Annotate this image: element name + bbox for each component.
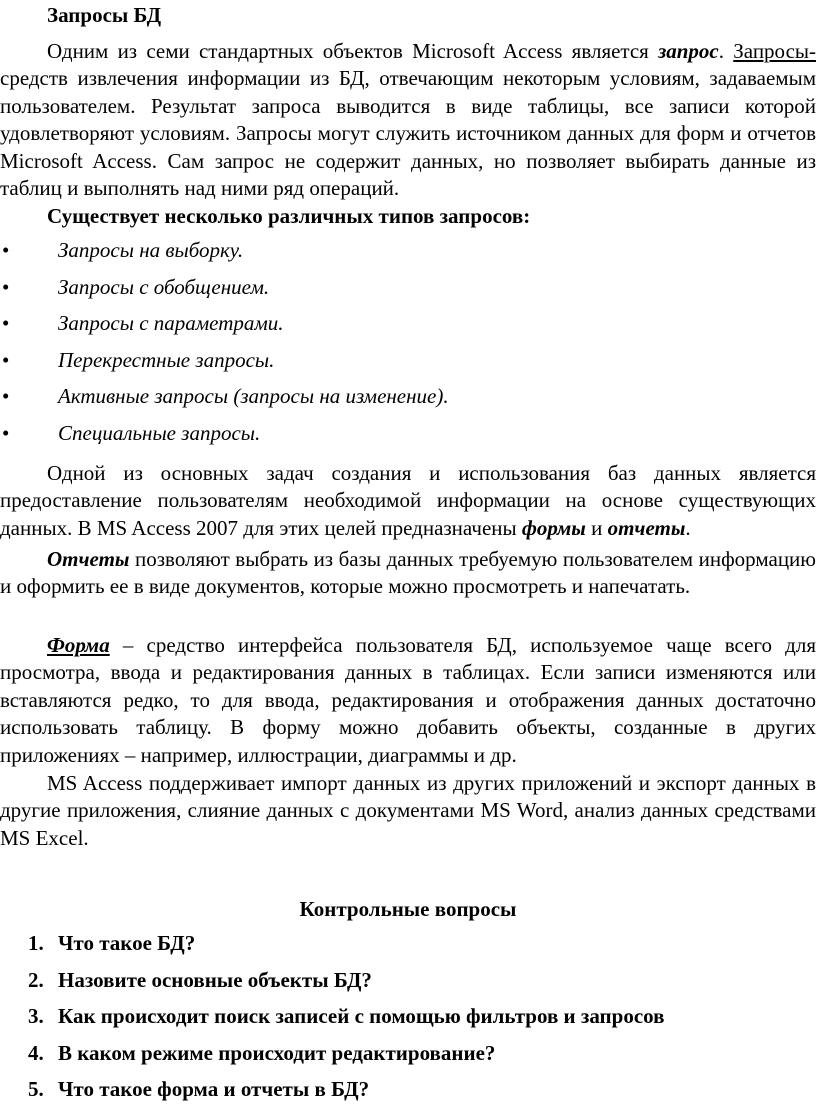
intro-period: . <box>718 39 734 63</box>
term-query: запрос <box>658 39 719 63</box>
form-paragraph <box>0 632 816 769</box>
bullet-icon: • <box>2 274 10 299</box>
item-period: . <box>443 384 449 409</box>
reports-text: позволяют выбрать из базы данных требуемую пользователем информацию и оформить ее в виде документов, которые можно просмотреть и напечатать. <box>0 547 816 599</box>
question-text: Что такое форма и отчеты в БД? <box>58 1077 370 1102</box>
query-type-label: Перекрестные запросы <box>58 347 270 372</box>
reports-paragraph <box>0 546 816 601</box>
question-number: 2. <box>28 967 44 992</box>
item-period: . <box>263 274 270 299</box>
item-period: . <box>269 347 275 372</box>
bullet-icon: • <box>2 420 10 445</box>
paragraph-end: . <box>685 515 691 540</box>
query-types-heading: Существует несколько различных типов запросов: <box>47 204 531 228</box>
query-type-label: Специальные запросы <box>58 420 255 445</box>
item-period: . <box>237 238 244 262</box>
query-type-label: Запросы с обобщением <box>58 274 264 299</box>
question-text: Что такое БД? <box>58 931 196 955</box>
intro-paragraph <box>0 38 816 202</box>
section-heading: Запросы БД <box>47 3 162 27</box>
question-text: Назовите основные объекты БД? <box>58 967 372 992</box>
control-questions-title: Контрольные вопросы <box>299 897 517 921</box>
question-number: 3. <box>28 1004 44 1029</box>
question-text: В каком режиме происходит редактирование? <box>58 1040 496 1065</box>
import-export-paragraph: MS Access поддерживает импорт данных из других приложений и экспорт данных в другие приложения, слияние данных с документами MS Word, анализ данных средствами MS Excel. <box>0 771 816 850</box>
underlined-term-queries: Запросы- <box>733 39 816 63</box>
question-number: 4. <box>28 1040 44 1065</box>
query-type-label: Запросы на выборку <box>58 238 238 262</box>
bullet-icon: • <box>2 311 10 336</box>
intro-rest: средств извлечения информации из БД, отвечающим некоторым условиям, задаваемым пользователем. Результат запроса выводится в виде таблицы, все записи которой удовлетворяют условиям. Запросы могут служить источником данных для форм и отчетов Microsoft Access. Сам запрос не содержит данных, но позволяет выбирать данные из таблиц и выполнять над ними ряд операций. <box>0 66 816 201</box>
conjunction: и <box>585 515 608 540</box>
form-text: – средство интерфейса пользователя БД, используемое чаще всего для просмотра, ввода и редактирования данных в таблицах. Если записи изменяются или вставляются редко, то для ввода, редактирования и отображения данных достаточно использовать таблицу. В форму можно добавить объекты, созданные в других приложениях – например, иллюстрации, диаграммы и др. <box>0 633 816 767</box>
intro-text: Одним из семи стандартных объектов Microsoft Access является <box>47 39 659 63</box>
question-number: 5. <box>28 1077 44 1102</box>
question-text: Как происходит поиск записей с помощью фильтров и запросов <box>58 1004 665 1029</box>
bullet-icon: • <box>2 384 10 409</box>
term-form-definition: Форма <box>47 633 110 657</box>
item-period: . <box>255 420 261 445</box>
question-number: 1. <box>28 931 44 955</box>
query-type-label: Запросы с параметрами <box>58 311 279 336</box>
bullet-icon: • <box>2 238 10 262</box>
item-period: . <box>278 311 284 336</box>
term-reports-definition: Отчеты <box>47 547 130 571</box>
forms-reports-text: Одной из основных задач создания и использования баз данных является предоставление пользователям необходимой информации на основе существующих данных. В MS Access 2007 для этих целей предназначены <box>0 461 816 540</box>
bullet-icon: • <box>2 347 10 372</box>
term-forms: формы <box>521 515 586 540</box>
query-type-label: Активные запросы (запросы на изменение) <box>58 384 444 409</box>
forms-reports-paragraph <box>0 460 816 542</box>
term-reports: отчеты <box>607 515 686 540</box>
